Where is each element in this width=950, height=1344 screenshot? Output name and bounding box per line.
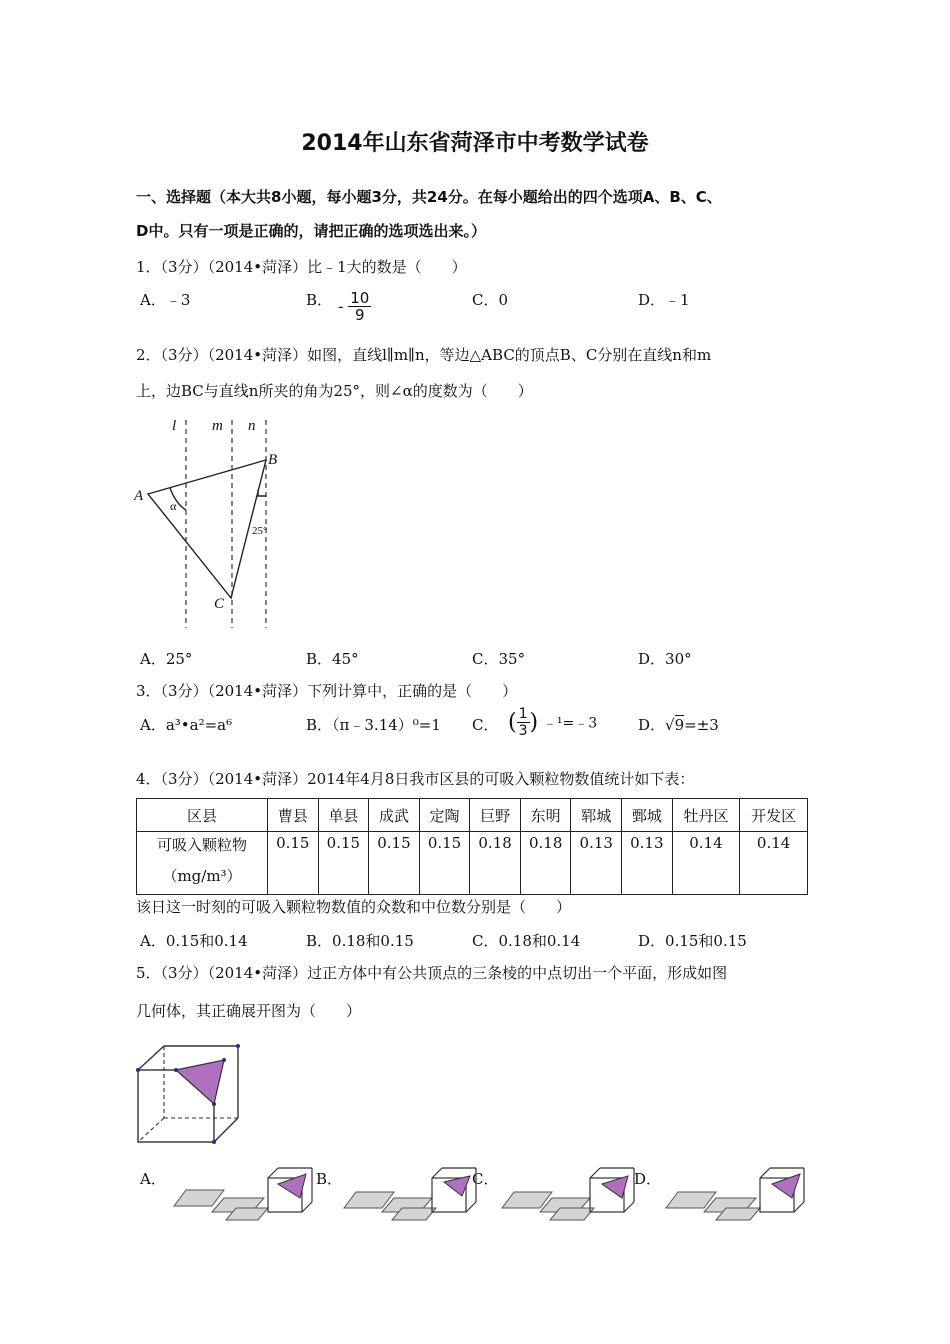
label-n: n (248, 418, 256, 434)
q1-b-sign: - (338, 297, 344, 316)
q3-option-c[interactable] (472, 714, 498, 735)
section-heading-line2: D中。只有一项是正确的，请把正确的选项选出来。） (136, 222, 486, 240)
q3-d-radicand: 9 (674, 716, 685, 734)
q3-c-prefix: C． (472, 716, 499, 734)
table-header-cell: 区县 (137, 799, 268, 832)
table-cell: 0.15 (318, 832, 369, 895)
q5-stem-line1: 5．（3分）（2014•菏泽）过正方体中有公共顶点的三条棱的中点切出一个平面，形成如图 (136, 964, 728, 982)
q2-option-d[interactable]: D．30° (638, 650, 692, 668)
q5-option-b[interactable]: B． (316, 1170, 343, 1188)
q5-net-c (498, 1162, 638, 1224)
table-cell: 0.18 (520, 832, 571, 895)
q5-option-c[interactable]: C． (472, 1170, 499, 1188)
q2-option-b[interactable]: B．45° (306, 650, 359, 668)
table-header-cell: 牡丹区 (672, 799, 740, 832)
row-label-line2: （mg/m³） (162, 867, 242, 885)
q3-d-prefix: D． (638, 716, 666, 734)
label-a: A (134, 488, 144, 504)
q1-b-numerator: 10 (350, 289, 370, 307)
label-l: l (172, 418, 177, 434)
q1-option-d[interactable]: D．﹣1 (638, 291, 690, 309)
q3-c-numerator: 1 (518, 706, 528, 722)
q4-option-c[interactable]: C．0.18和0.14 (472, 932, 581, 950)
q4-option-d[interactable]: D．0.15和0.15 (638, 932, 747, 950)
label-m: m (212, 418, 223, 434)
table-cell: 0.14 (672, 832, 740, 895)
table-row (137, 832, 808, 895)
label-c: C (214, 596, 225, 612)
section-heading-line1: 一、选择题（本大共8小题，每小题3分，共24分。在每小题给出的四个选项A、B、C、 (136, 188, 722, 206)
q5-net-d (660, 1162, 810, 1224)
q1-b-denominator: 9 (354, 306, 365, 324)
table-cell: 0.15 (268, 832, 319, 895)
q5-option-d[interactable]: D． (634, 1170, 662, 1188)
q1-option-a[interactable]: A．﹣3 (140, 291, 191, 309)
q4-stem: 4．（3分）（2014•菏泽）2014年4月8日我市区县的可吸入颗粒物数值统计如下表： (136, 770, 695, 788)
q3-option-d[interactable] (638, 714, 719, 735)
table-header-cell: 曹县 (268, 799, 319, 832)
q5-net-a (168, 1162, 318, 1224)
table-header-cell: 鄄城 (622, 799, 673, 832)
row-label-line1: 可吸入颗粒物 (156, 836, 247, 854)
table-header-cell: 郓城 (571, 799, 622, 832)
triangle-abc (148, 460, 266, 598)
q4-pm-table (136, 798, 808, 895)
q3-c-rest: ﹣¹=﹣3 (542, 715, 598, 732)
q3-d-rest: =±3 (684, 716, 719, 734)
table-header-cell: 东明 (520, 799, 571, 832)
table-header-cell: 单县 (318, 799, 369, 832)
label-25: 25° (252, 525, 268, 537)
q2-option-a[interactable]: A．25° (140, 650, 193, 668)
q1-option-b[interactable] (306, 289, 332, 310)
q4-option-b[interactable]: B．0.18和0.15 (306, 932, 414, 950)
table-cell: 0.18 (470, 832, 521, 895)
table-cell: 0.14 (740, 832, 808, 895)
table-cell: 0.13 (622, 832, 673, 895)
q2-option-c[interactable]: C．35° (472, 650, 526, 668)
q3-c-denominator: 3 (518, 723, 528, 739)
q3-option-a[interactable]: A．a³•a²=a⁶ (140, 716, 233, 734)
table-header-cell: 成武 (369, 799, 420, 832)
q4-option-a[interactable]: A．0.15和0.14 (140, 932, 248, 950)
q3-stem: 3．（3分）（2014•菏泽）下列计算中，正确的是（ ） (136, 682, 518, 700)
table-row-label (137, 832, 268, 895)
label-b: B (268, 452, 278, 468)
table-cell: 0.15 (369, 832, 420, 895)
angle-25-mark (258, 490, 266, 496)
q5-cube-figure (132, 1040, 244, 1148)
table-cell: 0.15 (419, 832, 470, 895)
q5-option-a[interactable]: A． (140, 1170, 166, 1188)
q1-option-b-fraction (338, 290, 371, 323)
table-header-cell: 巨野 (470, 799, 521, 832)
q4-after-table: 该日这一时刻的可吸入颗粒物数值的众数和中位数分别是（ ） (136, 898, 572, 916)
q1-option-c[interactable]: C．0 (472, 291, 509, 309)
q2-stem-line2: 上，边BC与直线n所夹的角为25°，则∠α的度数为（ ） (136, 382, 533, 400)
q3-d-radical-sign: √ (665, 716, 675, 734)
q2-triangle-figure (130, 412, 290, 634)
table-header-row (137, 799, 808, 832)
cut-triangle (176, 1060, 224, 1104)
q1-option-b-prefix: B． (306, 291, 333, 309)
q3-c-expression: ( $\frac{1}{3}$ ) ﹣¹=﹣3 (508, 706, 598, 739)
q1-stem: 1．（3分）（2014•菏泽）比﹣1大的数是（ ） (136, 258, 467, 276)
q2-stem-line1: 2．（3分）（2014•菏泽）如图，直线l∥m∥n，等边△ABC的顶点B、C分别在直线n和m (136, 346, 712, 364)
label-alpha: α (170, 499, 177, 513)
q5-stem-line2: 几何体，其正确展开图为（ ） (136, 1002, 362, 1020)
table-cell: 0.13 (571, 832, 622, 895)
page-title: 2014年山东省菏泽市中考数学试卷 (301, 131, 649, 156)
table-header-cell: 定陶 (419, 799, 470, 832)
table-header-cell: 开发区 (740, 799, 808, 832)
q5-net-b (340, 1162, 480, 1224)
q3-option-b[interactable]: B．（π﹣3.14）⁰=1 (306, 716, 441, 734)
